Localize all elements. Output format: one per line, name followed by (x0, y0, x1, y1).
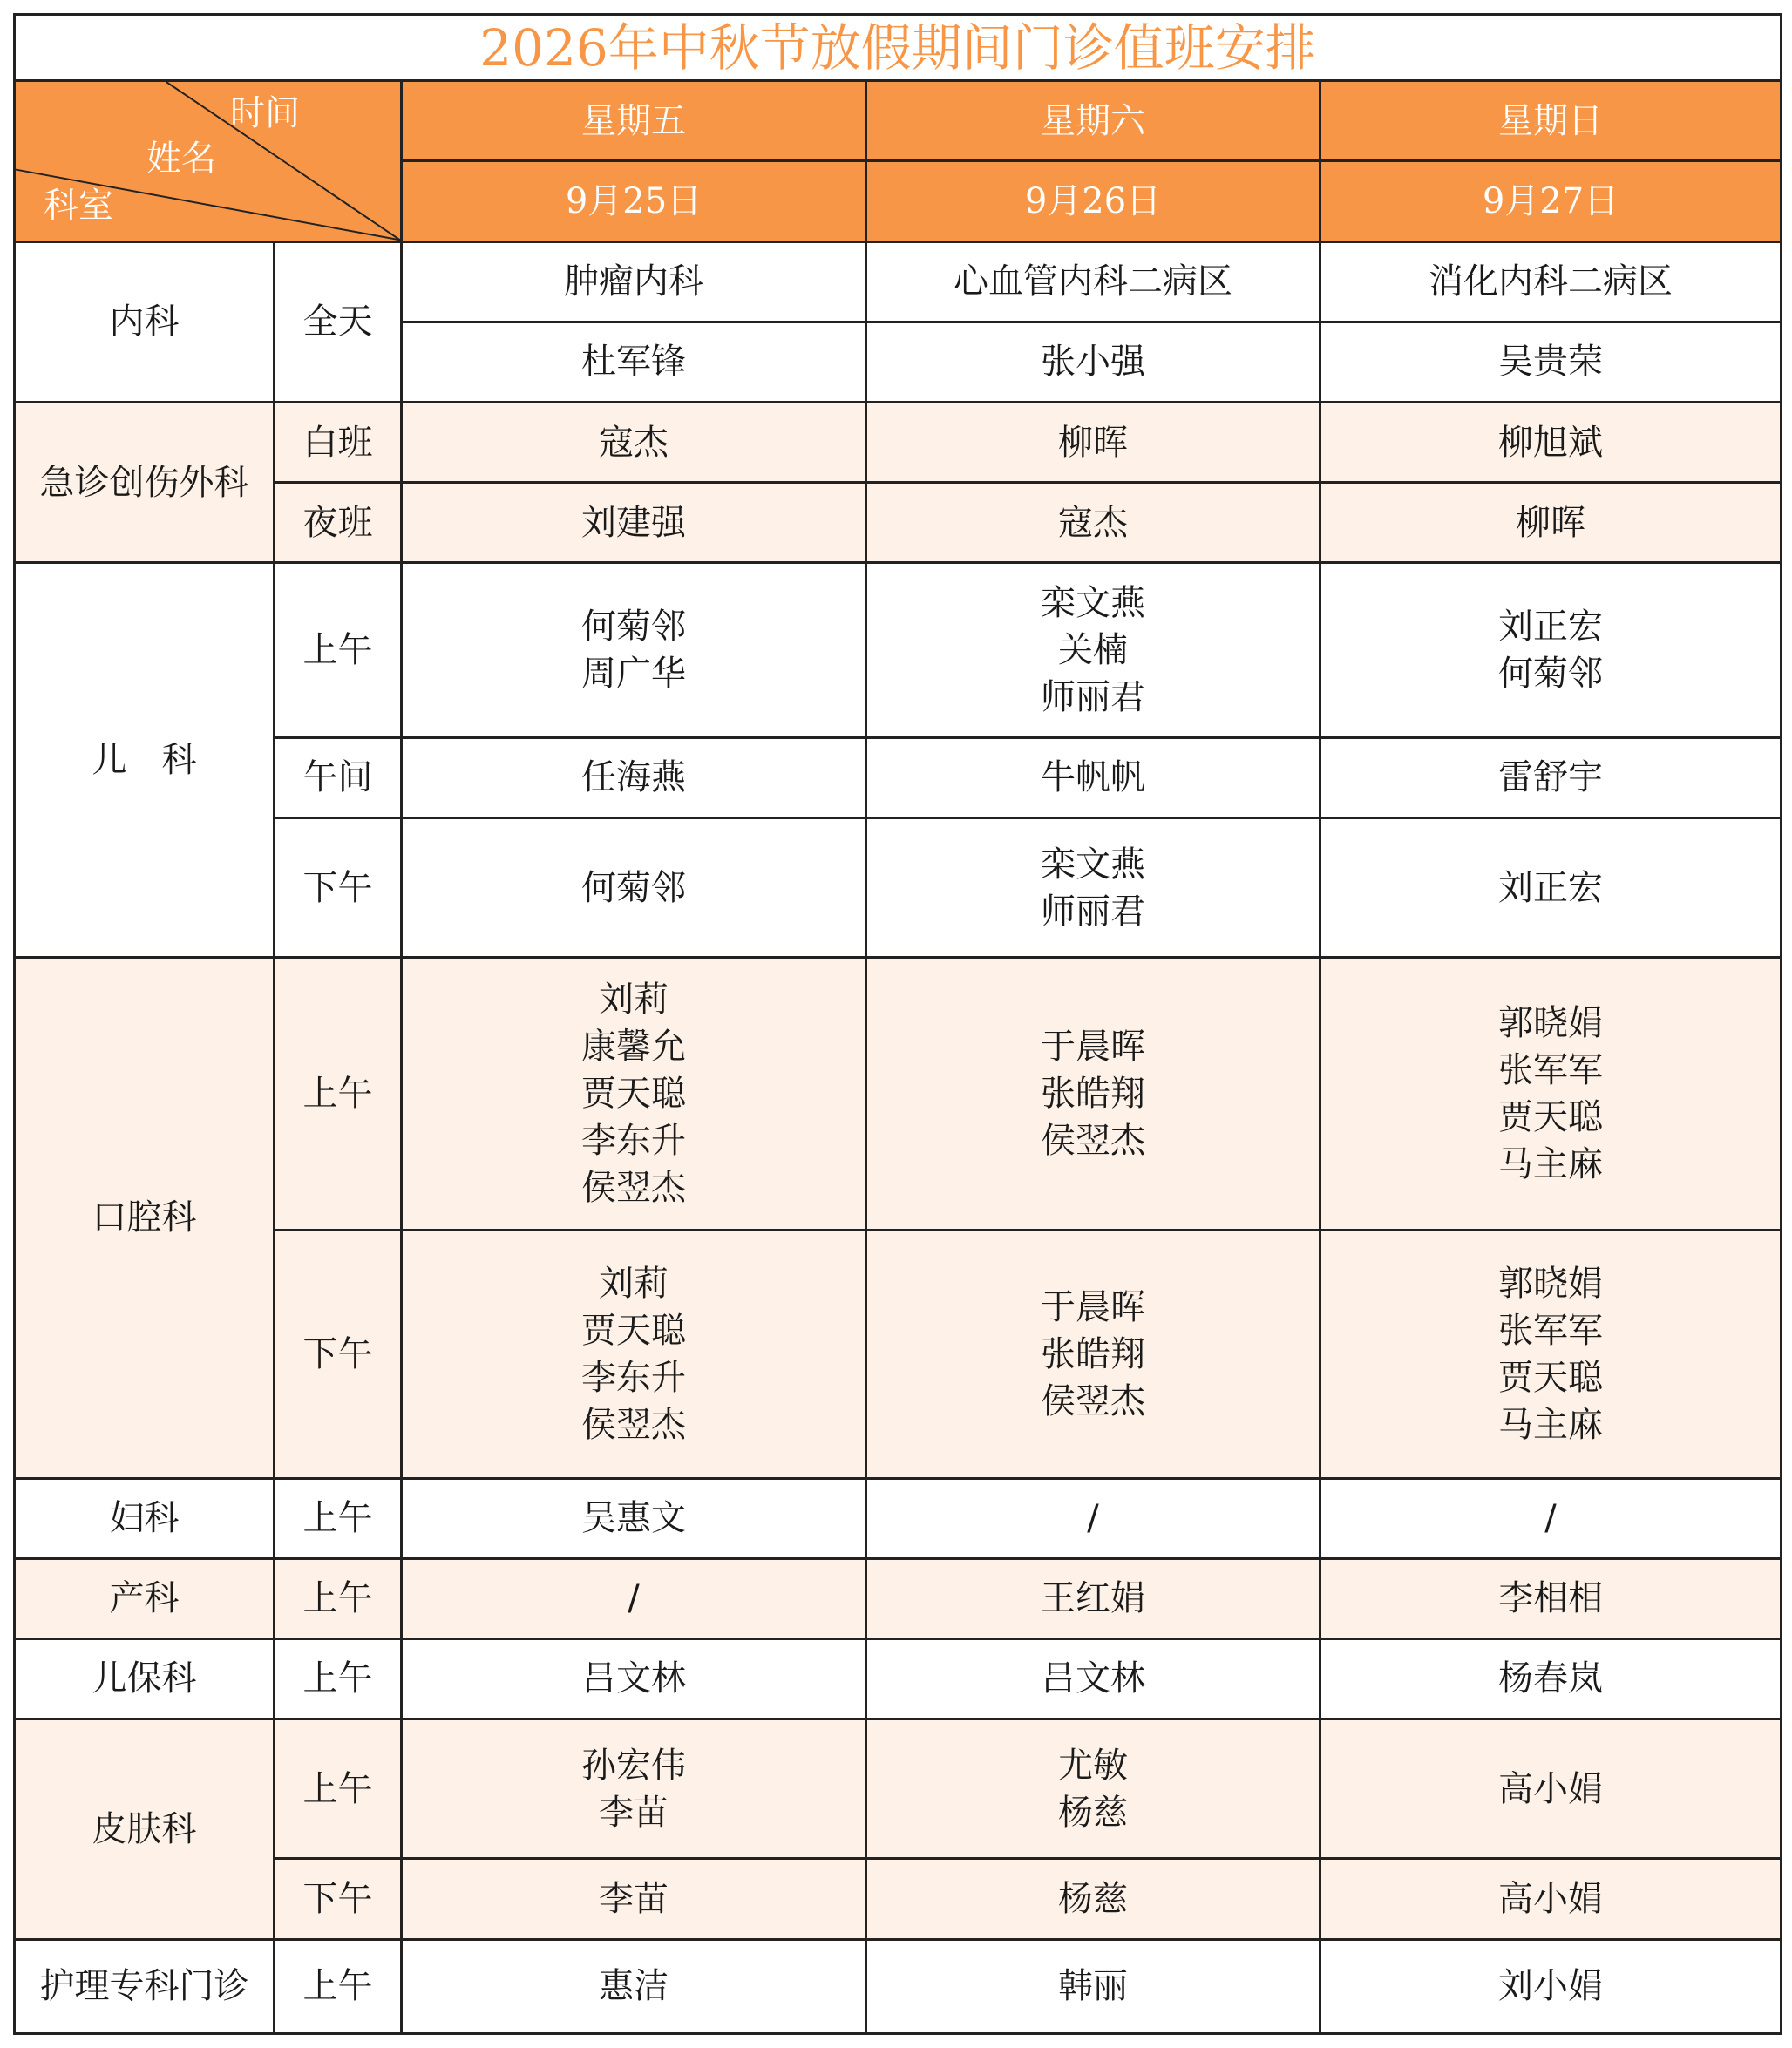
staff-name: 刘莉 (599, 1263, 669, 1304)
staff-name: 贾天聪 (1498, 1357, 1604, 1398)
staff-name: 刘莉 (599, 980, 669, 1021)
name-cell (1320, 1230, 1782, 1478)
dept-cell: 皮肤科 (15, 1719, 275, 1940)
name-cell: 张小强 (866, 322, 1320, 402)
table-row (15, 1558, 1782, 1638)
corner-header (15, 81, 402, 241)
staff-name: 于晨晖 (1041, 1286, 1145, 1327)
staff-name: 郭晓娟 (1498, 1003, 1604, 1044)
name-cell: 柳晖 (866, 402, 1320, 482)
name-cell (1320, 958, 1782, 1231)
staff-name: 周广华 (581, 653, 686, 694)
date-header: 9月26日 (866, 161, 1320, 241)
name-cell (866, 1230, 1320, 1478)
date-header: 9月25日 (402, 161, 866, 241)
staff-name: 孙宏伟 (581, 1745, 686, 1786)
dept-cell: 口腔科 (15, 958, 275, 1478)
shift-cell: 下午 (275, 1230, 402, 1478)
corner-name-label: 姓名 (146, 139, 216, 180)
shift-cell: 全天 (275, 241, 402, 402)
title-row (15, 15, 1782, 81)
staff-name: 贾天聪 (1498, 1097, 1604, 1138)
table-row (15, 241, 1782, 322)
staff-name: 康馨允 (581, 1027, 686, 1068)
name-cell: 惠洁 (402, 1939, 866, 2033)
staff-name: 郭晓娟 (1498, 1263, 1604, 1304)
unit-cell: 消化内科二病区 (1320, 241, 1782, 322)
name-cell (402, 958, 866, 1231)
weekday-header: 星期五 (402, 81, 866, 161)
dept-cell: 儿 科 (15, 563, 275, 958)
staff-name: 侯翌杰 (581, 1168, 686, 1209)
shift-cell: 上午 (275, 958, 402, 1231)
table-row (15, 1859, 1782, 1939)
page-title: 2026年中秋节放假期间门诊值班安排 (15, 15, 1782, 81)
staff-name: 张皓翔 (1041, 1333, 1145, 1374)
staff-name: 贾天聪 (581, 1074, 686, 1115)
staff-name: 马主麻 (1498, 1404, 1604, 1445)
name-cell (866, 563, 1320, 737)
name-cell: 李苗 (402, 1859, 866, 1939)
staff-name: 李苗 (599, 1792, 669, 1833)
dept-cell: 急诊创伤外科 (15, 402, 275, 562)
name-cell: 高小娟 (1320, 1859, 1782, 1939)
name-cell: 刘正宏 (1320, 817, 1782, 957)
shift-cell: 夜班 (275, 483, 402, 563)
staff-name: 侯翌杰 (581, 1404, 686, 1445)
weekday-header: 星期日 (1320, 81, 1782, 161)
name-cell: 刘建强 (402, 483, 866, 563)
name-cell: / (1320, 1478, 1782, 1558)
staff-name: 栾文燕 (1041, 582, 1145, 623)
name-cell (866, 817, 1320, 957)
shift-cell: 上午 (275, 1478, 402, 1558)
table-row (15, 1638, 1782, 1719)
name-cell: 任海燕 (402, 737, 866, 817)
staff-name: 杨慈 (1058, 1792, 1128, 1833)
name-cell: 王红娟 (866, 1558, 1320, 1638)
dept-cell: 产科 (15, 1558, 275, 1638)
table-row (15, 1719, 1782, 1859)
shift-cell: 下午 (275, 1859, 402, 1939)
name-cell: 高小娟 (1320, 1719, 1782, 1859)
name-cell (866, 958, 1320, 1231)
shift-cell: 下午 (275, 817, 402, 957)
date-header: 9月27日 (1320, 161, 1782, 241)
name-cell: 杜军锋 (402, 322, 866, 402)
weekday-row (15, 81, 1782, 161)
shift-cell: 上午 (275, 563, 402, 737)
shift-cell: 上午 (275, 1558, 402, 1638)
table-row (15, 1230, 1782, 1478)
name-cell: / (402, 1558, 866, 1638)
staff-name: 师丽君 (1041, 891, 1145, 932)
shift-cell: 白班 (275, 402, 402, 482)
staff-name: 李东升 (581, 1357, 686, 1398)
name-cell: / (866, 1478, 1320, 1558)
staff-name: 尤敏 (1058, 1745, 1128, 1786)
name-cell: 雷舒宇 (1320, 737, 1782, 817)
name-cell: 吕文林 (866, 1638, 1320, 1719)
staff-name: 马主麻 (1498, 1144, 1604, 1185)
name-cell: 杨慈 (866, 1859, 1320, 1939)
table-row (15, 1478, 1782, 1558)
unit-cell: 心血管内科二病区 (866, 241, 1320, 322)
staff-name: 栾文燕 (1041, 844, 1145, 885)
name-cell (866, 1719, 1320, 1859)
table-row (15, 1939, 1782, 2033)
name-cell: 寇杰 (402, 402, 866, 482)
staff-name: 贾天聪 (581, 1310, 686, 1351)
name-cell (402, 1719, 866, 1859)
name-cell: 杨春岚 (1320, 1638, 1782, 1719)
name-cell (402, 1230, 866, 1478)
name-cell: 吕文林 (402, 1638, 866, 1719)
name-cell: 寇杰 (866, 483, 1320, 563)
dept-cell: 内科 (15, 241, 275, 402)
dept-cell: 护理专科门诊 (15, 1939, 275, 2033)
name-cell: 何菊邻 (402, 817, 866, 957)
table-row (15, 737, 1782, 817)
name-cell: 牛帆帆 (866, 737, 1320, 817)
name-cell (1320, 563, 1782, 737)
staff-name: 于晨晖 (1041, 1027, 1145, 1068)
shift-cell: 上午 (275, 1939, 402, 2033)
name-cell: 柳晖 (1320, 483, 1782, 563)
table-row (15, 817, 1782, 957)
staff-name: 刘正宏 (1498, 606, 1604, 647)
name-cell (402, 563, 866, 737)
dept-cell: 妇科 (15, 1478, 275, 1558)
staff-name: 关楠 (1058, 629, 1128, 670)
dept-cell: 儿保科 (15, 1638, 275, 1719)
table-row (15, 483, 1782, 563)
table-row (15, 563, 1782, 737)
weekday-header: 星期六 (866, 81, 1320, 161)
shift-cell: 午间 (275, 737, 402, 817)
table-row (15, 958, 1782, 1231)
duty-schedule-table (13, 13, 1782, 2035)
name-cell: 李相相 (1320, 1558, 1782, 1638)
corner-time-label: 时间 (230, 93, 300, 134)
staff-name: 张军军 (1498, 1310, 1604, 1351)
name-cell: 刘小娟 (1320, 1939, 1782, 2033)
staff-name: 何菊邻 (581, 606, 686, 647)
staff-name: 李东升 (581, 1121, 686, 1162)
staff-name: 张皓翔 (1041, 1074, 1145, 1115)
name-cell: 吴惠文 (402, 1478, 866, 1558)
unit-cell: 肿瘤内科 (402, 241, 866, 322)
staff-name: 张军军 (1498, 1050, 1604, 1091)
staff-name: 侯翌杰 (1041, 1121, 1145, 1162)
shift-cell: 上午 (275, 1638, 402, 1719)
corner-dept-label: 科室 (44, 186, 113, 227)
table-row (15, 402, 1782, 482)
staff-name: 师丽君 (1041, 676, 1145, 717)
name-cell: 柳旭斌 (1320, 402, 1782, 482)
name-cell: 韩丽 (866, 1939, 1320, 2033)
staff-name: 何菊邻 (1498, 653, 1604, 694)
name-cell: 吴贵荣 (1320, 322, 1782, 402)
staff-name: 侯翌杰 (1041, 1380, 1145, 1421)
shift-cell: 上午 (275, 1719, 402, 1859)
